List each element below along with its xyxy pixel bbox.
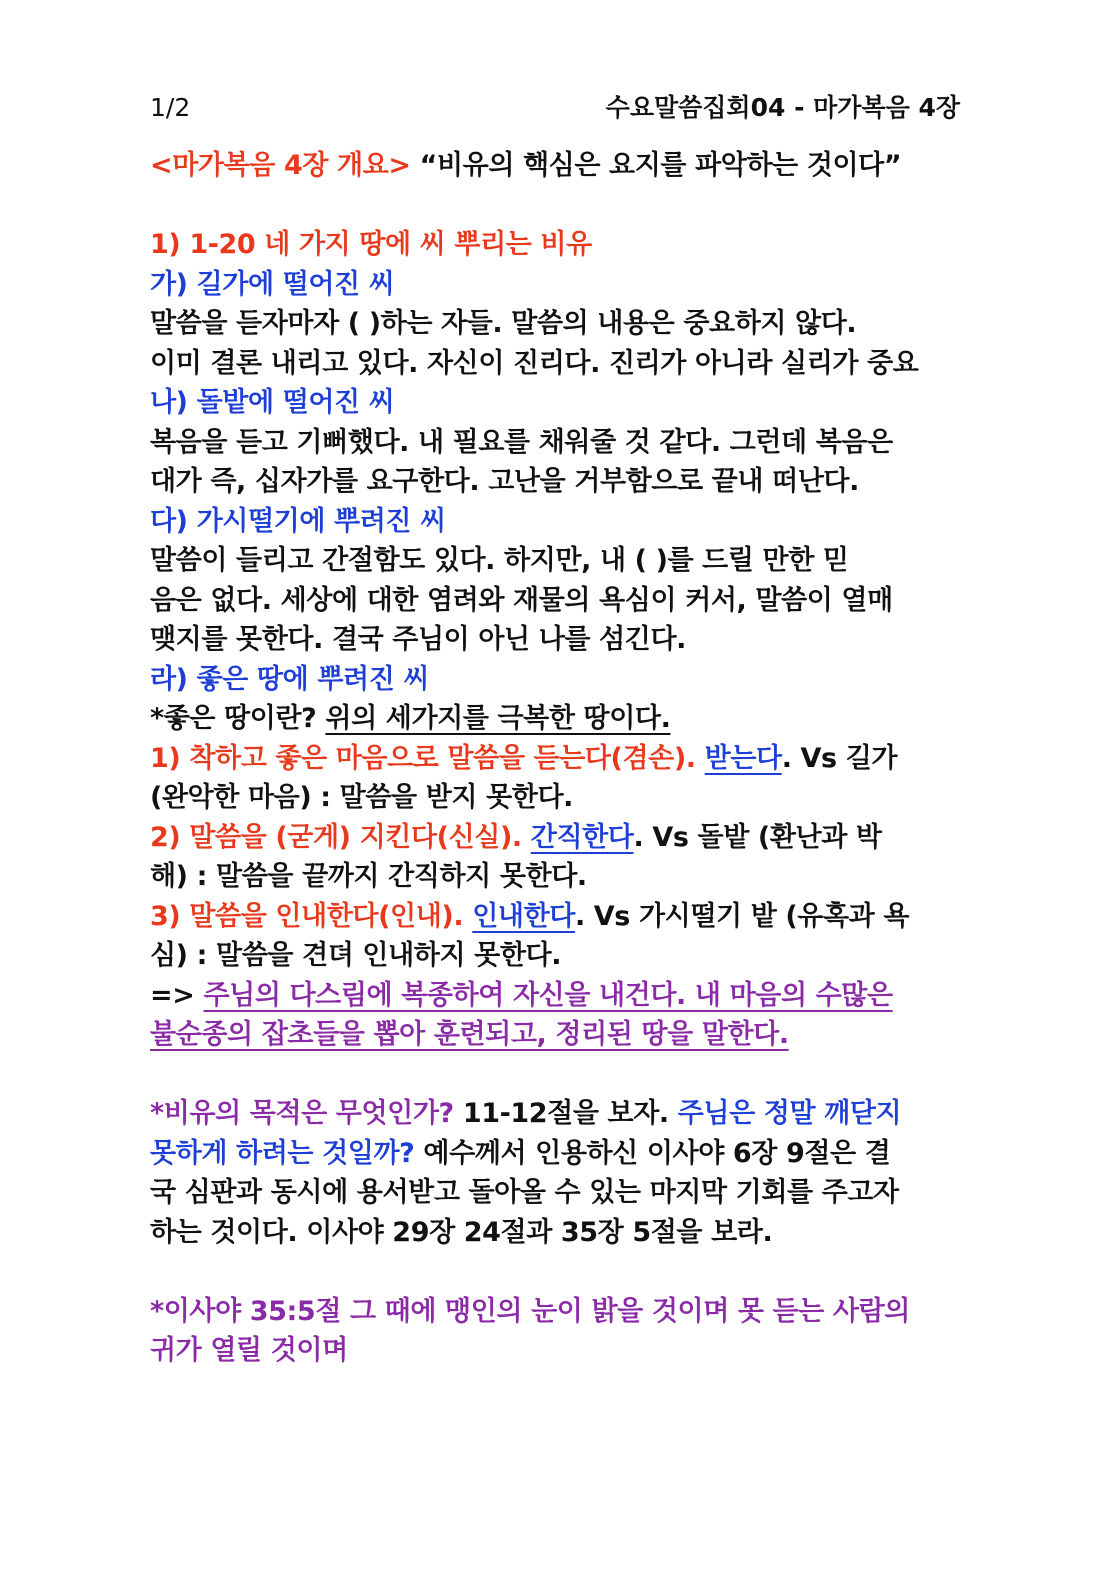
overview-line — [150, 146, 960, 186]
conclusion-text-2: 불순종의 잡초들을 뽑아 훈련되고, 정리된 땅을 말한다. — [150, 1019, 789, 1050]
document-page — [150, 88, 960, 1371]
text-line: 이미 결론 내리고 있다. 자신이 진리다. 진리가 아니라 실리가 중요 — [150, 347, 919, 379]
document-title: 수요말씀집회04 - 마가복음 4장 — [605, 93, 960, 122]
point-2-red: 2) 말씀을 (굳게) 지킨다(신실). — [150, 821, 531, 853]
overview-quote: “비유의 핵심은 요지를 파악하는 것이다” — [419, 150, 902, 181]
point-1-black: . Vs 길가 — [781, 742, 898, 774]
text-line: 맺지를 못한다. 결국 주님이 아닌 나를 섬긴다. — [150, 624, 686, 655]
conclusion-line-1 — [150, 976, 960, 1016]
section-heading-1: 1) 1-20 네 가지 땅에 씨 뿌리는 비유 — [150, 229, 592, 260]
point-2-black: . Vs 돌밭 (환난과 박 — [633, 821, 882, 853]
point-3 — [150, 897, 960, 937]
point-2 — [150, 818, 960, 858]
good-soil-intro — [150, 699, 960, 739]
subheading-da: 다) 가시떨기에 뿌려진 씨 — [150, 505, 446, 537]
isaiah-quote-1: *이사야 35:5절 그 때에 맹인의 눈이 밝을 것이며 못 듣는 사람의 — [150, 1295, 910, 1327]
purpose-verse: 11-12절을 보자. — [462, 1098, 678, 1129]
subheading-na: 나) 돌밭에 떨어진 씨 — [150, 387, 395, 418]
subheading-ga: 가) 길가에 떨어진 씨 — [150, 268, 395, 300]
text-line: 하는 것이다. 이사야 29장 24절과 35장 5절을 보라. — [150, 1216, 773, 1248]
conclusion-text-1: 주님의 다스림에 복종하여 자신을 내건다. 내 마음의 수많은 — [203, 979, 893, 1011]
text-line: 말씀을 듣자마자 ( )하는 자들. 말씀의 내용은 중요하지 않다. — [150, 308, 857, 339]
text-line: 복음을 듣고 기뻐했다. 내 필요를 채워줄 것 같다. 그런데 복음은 — [150, 426, 893, 458]
purpose-line-2 — [150, 1134, 960, 1174]
text-line: 대가 즉, 십자가를 요구한다. 고난을 거부함으로 끝내 떠난다. — [150, 466, 859, 497]
point-3-red: 3) 말씀을 인내한다(인내). — [150, 900, 473, 932]
point-1 — [150, 739, 960, 779]
page-header — [150, 88, 960, 124]
text-line: 음은 없다. 세상에 대한 염려와 재물의 욕심이 커서, 말씀이 열매 — [150, 584, 893, 616]
point-1-blue: 받는다 — [704, 742, 782, 774]
text-line: 심) : 말씀을 견뎌 인내하지 못한다. — [150, 940, 562, 971]
conclusion-arrow: => — [150, 979, 204, 1011]
purpose-answer: 예수께서 인용하신 이사야 6장 9절은 결 — [423, 1137, 891, 1169]
point-3-blue: 인내한다 — [472, 900, 575, 932]
text-line: 말씀이 들리고 간절함도 있다. 하지만, 내 ( )를 드릴 만한 믿 — [150, 545, 849, 576]
point-3-black: . Vs 가시떨기 밭 (유혹과 욕 — [574, 900, 910, 932]
intro-underlined: 위의 세가지를 극복한 땅이다. — [325, 703, 671, 734]
intro-prefix: *좋은 땅이란? — [150, 703, 326, 734]
conclusion-line-2 — [150, 1015, 960, 1055]
spacer — [150, 186, 960, 226]
text-line: 국 심판과 동시에 용서받고 돌아올 수 있는 마지막 기회를 주고자 — [150, 1177, 899, 1208]
purpose-question-2-end: 못하게 하려는 것일까? — [150, 1137, 424, 1169]
purpose-line-1 — [150, 1094, 960, 1134]
overview-label: <마가복음 4장 개요> — [150, 150, 411, 181]
isaiah-quote-2: 귀가 열릴 것이며 — [150, 1335, 348, 1366]
page-number: 1/2 — [150, 93, 191, 122]
text-line: (완악한 마음) : 말씀을 받지 못한다. — [150, 782, 573, 813]
subheading-ra: 라) 좋은 땅에 뿌려진 씨 — [150, 663, 430, 695]
spacer — [150, 1252, 960, 1292]
purpose-question: *비유의 목적은 무엇인가? — [150, 1098, 463, 1129]
point-1-red: 1) 착하고 좋은 마음으로 말씀을 듣는다(겸손). — [150, 742, 705, 774]
text-line: 해) : 말씀을 끝까지 간직하지 못한다. — [150, 861, 587, 892]
spacer — [150, 1055, 960, 1095]
purpose-question-2: 주님은 정말 깨닫지 — [677, 1098, 902, 1129]
point-2-blue: 간직한다 — [530, 821, 634, 853]
